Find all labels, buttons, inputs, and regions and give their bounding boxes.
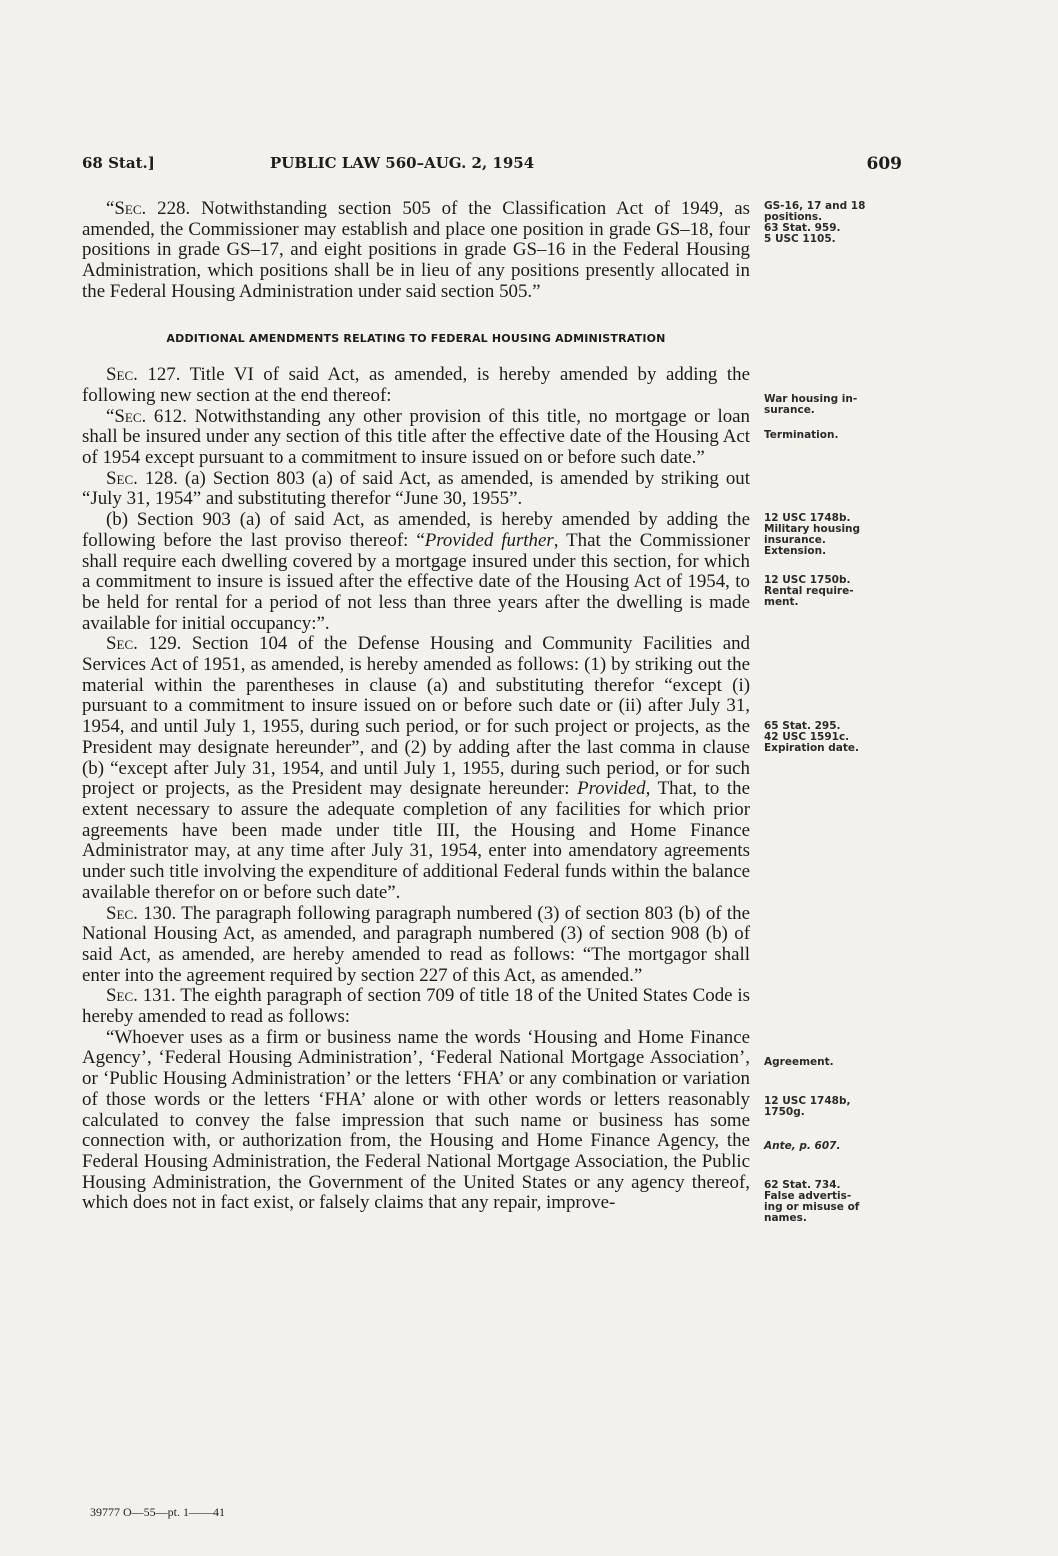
statute-volume: 68 Stat.] xyxy=(82,154,155,172)
margin-note-line: Agreement. xyxy=(764,1056,834,1068)
margin-note-line: insurance. xyxy=(764,534,826,546)
margin-note-line: War housing in- xyxy=(764,393,858,405)
section-label: “Sec. xyxy=(106,198,147,219)
paragraph-text: , That, to the extent necessary to assure the adequate completion of any facilities for which prior agreements have been made under title III, the Housing and Home Finance Administrator may, at any time after July 31, 1954, enter into amendatory agreements under such title involving the expenditure of additional Federal funds within the balance available therefor on or before such date”. xyxy=(82,778,750,903)
margin-note-line: Expiration date. xyxy=(764,742,860,754)
paragraph-sec-131 xyxy=(82,986,750,1027)
margin-note-line: ing or misuse of xyxy=(764,1201,860,1213)
margin-note-line: 42 USC 1591c. xyxy=(764,731,850,743)
margin-note-military-housing xyxy=(764,513,914,557)
paragraph-whoever xyxy=(82,1028,750,1214)
margin-note-line: 62 Stat. 734. xyxy=(764,1179,841,1191)
section-label: Sec. xyxy=(106,902,138,924)
margin-note-ante xyxy=(764,1141,914,1152)
margin-note-line: surance. xyxy=(764,404,815,416)
margin-note-line: 12 USC 1748b, xyxy=(764,1095,851,1107)
margin-note-line: Termination. xyxy=(764,429,839,441)
section-label: Sec. xyxy=(106,467,138,489)
paragraph-text: 228. Notwithstanding section 505 of the Classification Act of 1949, as amended, the Commissioner may establish and place one position in grade GS–18, four positions in grade GS–17, and eight positions in grade GS–16 in the Federal Housing Administration, which positions shall be in lieu of any positions presently allocated in the Federal Housing Administration under said section 505.” xyxy=(82,198,750,302)
print-footer: 39777 O—55—pt. 1——41 xyxy=(90,1505,225,1519)
italic-proviso: Provided further xyxy=(424,529,554,551)
paragraph-sec-127 xyxy=(82,365,750,406)
margin-note-line: names. xyxy=(764,1212,807,1224)
page-header xyxy=(82,154,902,178)
margin-note-line: 63 Stat. 959. xyxy=(764,222,841,234)
main-text xyxy=(82,199,750,1214)
section-label: Sec. xyxy=(106,364,138,386)
paragraph-sec-129 xyxy=(82,634,750,903)
margin-note-line: 1750g. xyxy=(764,1106,805,1118)
paragraph-text: 129. Section 104 of the Defense Housing and Community Facilities and Services Act of 1951, as amended, is hereby amended as follows: (1) by striking out the material within the parentheses in clause (a) and substituting therefor “except (i) pursuant to a commitment to insure issued on or before such date or (ii) after July 31, 1954, and until July 1, 1955, during such period, or for such project or projects, as the President may designate hereunder”, and (2) by adding after the last comma in clause (b) “except after July 31, 1954, and until July 1, 1955, during such period, or for such project or projects, as the President may designate hereunder: xyxy=(82,633,750,800)
paragraph-text: 131. The eighth paragraph of section 709 of title 18 of the United States Code is hereby amended to read as follows: xyxy=(82,985,750,1028)
section-label: “Sec. xyxy=(106,405,147,427)
margin-note-rental xyxy=(764,575,914,608)
section-label: Sec. xyxy=(106,633,138,655)
margin-note-line: False advertis- xyxy=(764,1190,852,1202)
paragraph-text: 612. Notwithstanding any other provision of this title, no mortgage or loan shall be insured under any section of this title after the effective date of the Housing Act of 1954 except pursuant to a commitment to insure issued on or before such date.” xyxy=(82,405,750,469)
margin-note-line: ment. xyxy=(764,596,799,608)
paragraph-sec-130 xyxy=(82,904,750,987)
margin-note-termination xyxy=(764,430,914,441)
margin-note-line: positions. xyxy=(764,211,823,223)
public-law-title: PUBLIC LAW 560–AUG. 2, 1954 xyxy=(270,154,535,172)
margin-note-line: Rental require- xyxy=(764,585,854,597)
margin-note-line: 65 Stat. 295. xyxy=(764,720,841,732)
italic-proviso: Provided xyxy=(577,778,646,800)
margin-note-war-housing xyxy=(764,394,914,416)
paragraph-sec-612 xyxy=(82,407,750,469)
margin-note-line: 12 USC 1748b. xyxy=(764,512,851,524)
margin-note-false-advertising xyxy=(764,1180,914,1224)
paragraph-text: 130. The paragraph following paragraph numbered (3) of section 803 (b) of the National Housing Act, as amended, and paragraph numbered (3) of section 908 (b) of said Act, as amended, are hereby amended to read as follows: “The mortgagor shall enter into the agreement required by section 227 of this Act, as amended.” xyxy=(82,902,750,986)
margin-note-line: Military housing xyxy=(764,523,861,535)
paragraph-text: (b) Section 903 (a) of said Act, as amended, is hereby amended by adding the following before the last proviso thereof: “ xyxy=(82,509,750,551)
margin-note-line: Ante, p. 607. xyxy=(764,1140,841,1152)
section-heading: ADDITIONAL AMENDMENTS RELATING TO FEDERAL HOUSING ADMINISTRATION xyxy=(166,331,666,345)
margin-note-expiration xyxy=(764,721,914,754)
paragraph-text: 127. Title VI of said Act, as amended, is hereby amended by adding the following new section at the end thereof: xyxy=(82,364,750,406)
margin-note-usc-1748b xyxy=(764,1096,914,1118)
margin-note-line: GS-16, 17 and 18 xyxy=(764,200,866,212)
margin-note-line: Extension. xyxy=(764,545,827,557)
paragraph-sec-228 xyxy=(82,199,750,303)
margin-note-line: 12 USC 1750b. xyxy=(764,574,851,586)
section-label: Sec. xyxy=(106,985,138,1007)
margin-note-agreement xyxy=(764,1057,914,1068)
paragraph-text: 128. (a) Section 803 (a) of said Act, as amended, is amended by striking out “July 31, 1954” and substituting therefor “June 30, 1955”. xyxy=(82,467,750,510)
page-number: 609 xyxy=(866,154,902,174)
margin-note-gs-positions xyxy=(764,201,914,245)
paragraph-text: “Whoever uses as a firm or business name the words ‘Housing and Home Finance Agency’, ‘Federal Housing Administration’, ‘Federal National Mortgage Association’, or ‘Public Housing Administration’ or the letters ‘FHA’ or any combination or variation of those words or the letters ‘FHA’ alone or with other words or letters reasonably calculated to convey the false impression that such name or business has some connection with, or authorization from, the Housing and Home Finance Agency, the Federal Housing Administration, the Federal National Mortgage Association, the Public Housing Administration, the Government of the United States or any agency thereof, which does not in fact exist, or falsely claims that any repair, improve- xyxy=(82,1026,750,1214)
paragraph-text: , That the Commissioner shall require each dwelling covered by a mortgage insured under this section, for which a commitment to insure is issued after the effective date of the Housing Act of 1954, to be held for rental for a period of not less than three years after the dwelling is made available for initial occupancy:”. xyxy=(82,529,750,634)
margin-note-line: 5 USC 1105. xyxy=(764,233,836,245)
paragraph-sec-128-b xyxy=(82,510,750,634)
paragraph-sec-128 xyxy=(82,469,750,510)
